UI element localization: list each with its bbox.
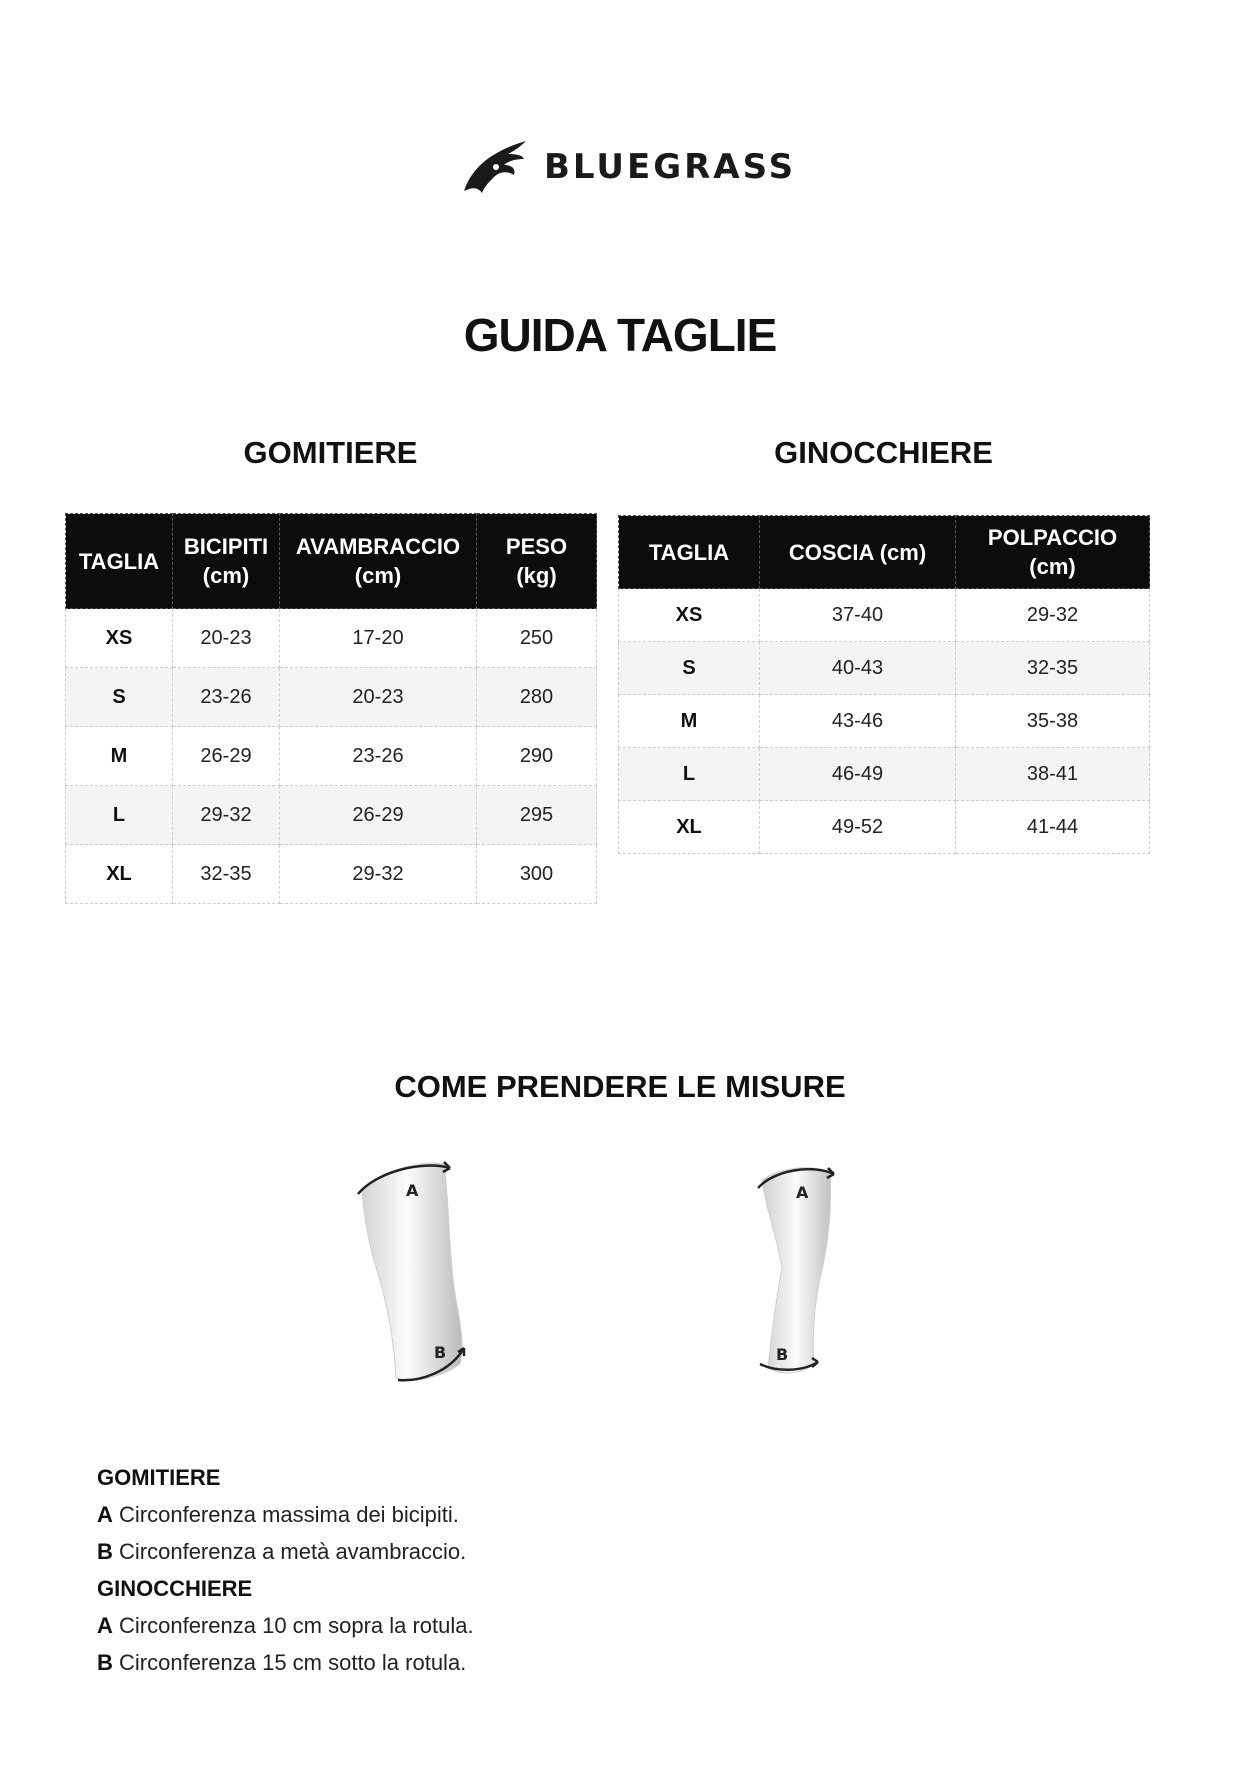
- table-header-row: [66, 514, 597, 609]
- thigh-cell: 37-40: [760, 589, 956, 642]
- table-row: [66, 668, 597, 727]
- table-row: [66, 786, 597, 845]
- calf-cell: 35-38: [956, 695, 1150, 748]
- header-polpaccio: POLPACCIO (cm): [956, 516, 1150, 589]
- elbow-section-title: GOMITIERE: [243, 435, 418, 470]
- bird-wing-icon: [462, 137, 532, 197]
- header-bicipiti: BICIPITI (cm): [173, 514, 280, 609]
- header-peso: PESO (kg): [477, 514, 597, 609]
- table-row: [66, 845, 597, 904]
- size-cell: M: [619, 695, 760, 748]
- instruction-item: [97, 1496, 797, 1533]
- size-cell: XL: [66, 845, 173, 904]
- calf-cell: 41-44: [956, 801, 1150, 854]
- forearm-cell: 23-26: [280, 727, 477, 786]
- size-cell: XS: [619, 589, 760, 642]
- biceps-cell: 29-32: [173, 786, 280, 845]
- table-row: [66, 609, 597, 668]
- instruction-text: Circonferenza 15 cm sotto la rotula.: [119, 1650, 467, 1675]
- knee-instructions-heading: GINOCCHIERE: [97, 1576, 253, 1601]
- table-header-row: [619, 516, 1150, 589]
- size-cell: S: [619, 642, 760, 695]
- table-row: [619, 748, 1150, 801]
- calf-cell: 32-35: [956, 642, 1150, 695]
- weight-cell: 290: [477, 727, 597, 786]
- forearm-cell: 29-32: [280, 845, 477, 904]
- elbow-size-table: [65, 513, 597, 904]
- calf-cell: 38-41: [956, 748, 1150, 801]
- biceps-cell: 23-26: [173, 668, 280, 727]
- instruction-letter: A: [97, 1502, 113, 1527]
- instruction-item: [97, 1533, 797, 1570]
- thigh-cell: 49-52: [760, 801, 956, 854]
- size-cell: XS: [66, 609, 173, 668]
- table-row: [619, 801, 1150, 854]
- header-taglia: TAGLIA: [619, 516, 760, 589]
- brand-logo: [462, 137, 797, 197]
- instruction-item: [97, 1607, 797, 1644]
- size-cell: S: [66, 668, 173, 727]
- size-cell: XL: [619, 801, 760, 854]
- instruction-text: Circonferenza 10 cm sopra la rotula.: [119, 1613, 474, 1638]
- page-title: GUIDA TAGLIE: [463, 309, 777, 361]
- thigh-cell: 40-43: [760, 642, 956, 695]
- size-cell: L: [66, 786, 173, 845]
- table-row: [619, 695, 1150, 748]
- instruction-letter: B: [97, 1650, 113, 1675]
- marker-b: B: [434, 1343, 447, 1362]
- instruction-text: Circonferenza a metà avambraccio.: [119, 1539, 467, 1564]
- header-avambraccio: AVAMBRACCIO (cm): [280, 514, 477, 609]
- instruction-text: Circonferenza massima dei bicipiti.: [119, 1502, 459, 1527]
- elbow-sleeve-illustration: [340, 1150, 480, 1390]
- biceps-cell: 32-35: [173, 845, 280, 904]
- knee-size-table: [618, 515, 1150, 854]
- biceps-cell: 26-29: [173, 727, 280, 786]
- header-taglia: TAGLIA: [66, 514, 173, 609]
- knee-sleeve-illustration: [736, 1150, 846, 1390]
- marker-a: A: [796, 1183, 809, 1202]
- forearm-cell: 26-29: [280, 786, 477, 845]
- weight-cell: 280: [477, 668, 597, 727]
- calf-cell: 29-32: [956, 589, 1150, 642]
- marker-a: A: [406, 1181, 419, 1200]
- brand-name: BLUEGRASS: [544, 147, 797, 187]
- elbow-instructions-heading: GOMITIERE: [97, 1465, 221, 1490]
- measure-section-title: COME PRENDERE LE MISURE: [394, 1069, 846, 1104]
- instruction-item: [97, 1644, 797, 1681]
- size-cell: M: [66, 727, 173, 786]
- forearm-cell: 17-20: [280, 609, 477, 668]
- measure-instructions: [97, 1459, 797, 1681]
- weight-cell: 295: [477, 786, 597, 845]
- weight-cell: 250: [477, 609, 597, 668]
- thigh-cell: 43-46: [760, 695, 956, 748]
- weight-cell: 300: [477, 845, 597, 904]
- header-coscia: COSCIA (cm): [760, 516, 956, 589]
- biceps-cell: 20-23: [173, 609, 280, 668]
- table-row: [66, 727, 597, 786]
- knee-section-title: GINOCCHIERE: [774, 435, 993, 470]
- thigh-cell: 46-49: [760, 748, 956, 801]
- table-row: [619, 589, 1150, 642]
- size-cell: L: [619, 748, 760, 801]
- forearm-cell: 20-23: [280, 668, 477, 727]
- instruction-letter: B: [97, 1539, 113, 1564]
- table-row: [619, 642, 1150, 695]
- marker-b: B: [776, 1345, 789, 1364]
- instruction-letter: A: [97, 1613, 113, 1638]
